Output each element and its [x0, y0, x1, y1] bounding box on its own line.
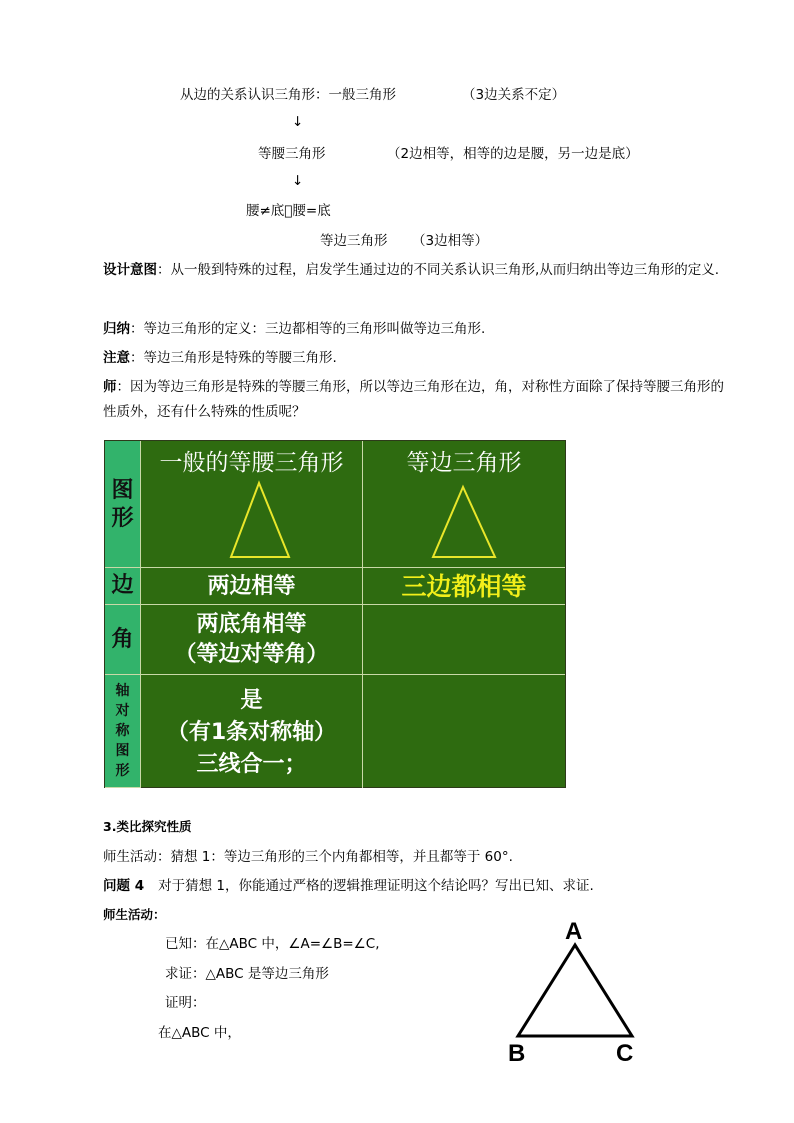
- design-intent-label: 设计意图: [103, 262, 157, 278]
- teacher-paragraph: [103, 375, 733, 425]
- cell-side-equilateral: 三边都相等: [363, 568, 565, 605]
- question-line: [103, 877, 594, 895]
- cell-angle-equilateral: [363, 605, 565, 675]
- isosceles-triangle-icon: [141, 477, 363, 567]
- note-paragraph: [103, 346, 733, 371]
- cell-figure-equilateral: [363, 441, 565, 568]
- summary-paragraph: [103, 317, 733, 342]
- vertex-label-a: A: [565, 918, 583, 945]
- cell-side-isosceles: 两边相等: [141, 568, 363, 605]
- teacher-text: ：因为等边三角形是特殊的等腰三角形，所以等边三角形在边，角，对称性方面除了保持等腰三角形的性质外，还有什么特殊的性质呢？: [103, 379, 724, 420]
- row-header-figure-char: 图: [111, 478, 134, 503]
- flow-line1-left: 从边的关系认识三角形：一般三角形: [180, 87, 396, 103]
- flow-arrow-2: ↓: [292, 173, 304, 189]
- flow-arrow-1: ↓: [292, 114, 304, 130]
- triangle-abc-diagram: [512, 935, 652, 1045]
- question-text: 对于猜想 1，你能通过严格的逻辑推理证明这个结论吗？写出已知、求证.: [158, 878, 594, 894]
- section3-title: 3.类比探究性质: [103, 819, 192, 834]
- teacher-label: 师: [103, 379, 117, 395]
- activity-line: [103, 848, 513, 866]
- col-header-isosceles: 一般的等腰三角形: [159, 450, 344, 476]
- flow-line4-right: （3边相等）: [412, 233, 489, 249]
- flow-line2-right: （2边相等，相等的边是腰，另一边是底）: [387, 146, 639, 162]
- vertex-label-b: B: [508, 1040, 526, 1067]
- cell-angle-isosceles: 两底角相等 （等边对等角）: [141, 605, 363, 675]
- equilateral-triangle-icon: [363, 477, 565, 567]
- activity-text: 猜想 1：等边三角形的三个内角都相等，并且都等于 60°.: [170, 849, 513, 865]
- design-intent-paragraph: [103, 258, 733, 283]
- proof-line: 证明：: [165, 995, 206, 1011]
- note-label: 注意: [103, 350, 130, 366]
- col-header-equilateral: 等边三角形: [406, 450, 522, 476]
- cell-figure-isosceles: [141, 441, 363, 568]
- design-intent-text: ：从一般到特殊的过程，启发学生通过边的不同关系认识三角形,从而归纳出等边三角形的定义.: [157, 262, 720, 278]
- activity2-label: 师生活动：: [103, 907, 166, 922]
- note-text: ：等边三角形是特殊的等腰三角形.: [130, 350, 337, 366]
- comparison-table: [104, 440, 566, 788]
- row-header-axis: 轴 对 称 图 形: [105, 675, 141, 788]
- summary-text: ：等边三角形的定义：三边都相等的三角形叫做等边三角形.: [130, 321, 486, 337]
- flow-line1-right: （3边关系不定）: [462, 87, 566, 103]
- prove-line: 求证：△ABC 是等边三角形: [165, 966, 329, 982]
- flow-line2-left: 等腰三角形: [258, 146, 326, 162]
- flow-line3: 腰≠底􀀀腰=底: [246, 203, 331, 219]
- activity-label: 师生活动：: [103, 849, 171, 865]
- in-triangle-line: 在△ABC 中，: [158, 1025, 241, 1041]
- vertex-label-c: C: [616, 1040, 634, 1067]
- given-line: 已知：在△ABC 中，∠A=∠B=∠C,: [165, 936, 380, 952]
- cell-axis-isosceles: 是 （有1条对称轴） 三线合一；: [141, 675, 363, 788]
- row-header-figure: [105, 441, 141, 568]
- row-header-angle: 角: [105, 605, 141, 675]
- summary-label: 归纳: [103, 321, 130, 337]
- row-header-side: 边: [105, 568, 141, 605]
- question-label: 问题 4: [103, 878, 145, 894]
- cell-axis-equilateral: [363, 675, 565, 788]
- flow-line4-left: 等边三角形: [320, 233, 388, 249]
- row-header-figure-char: 形: [111, 506, 134, 531]
